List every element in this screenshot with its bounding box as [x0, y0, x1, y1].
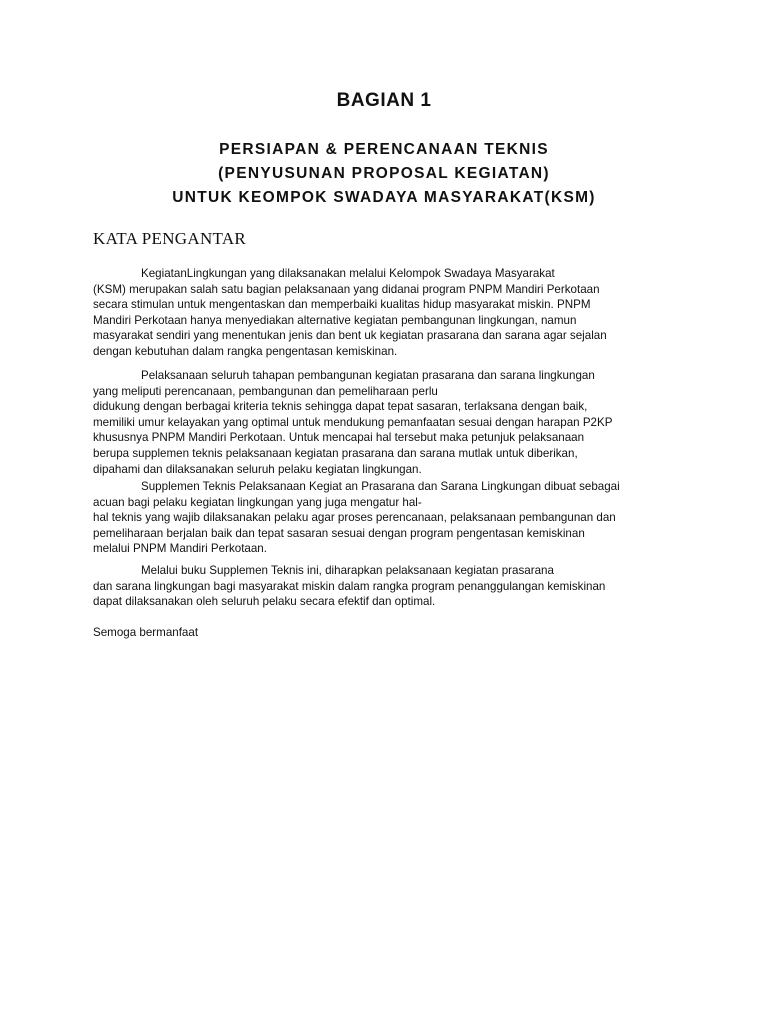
paragraph-line: acuan bagi pelaku kegiatan lingkungan yang juga mengatur hal- — [93, 495, 422, 509]
paragraph-line: Melalui buku Supplemen Teknis ini, diharapkan pelaksanaan kegiatan prasarana — [141, 564, 554, 577]
paragraph-line: KegiatanLingkungan yang dilaksanakan melalui Kelompok Swadaya Masyarakat — [141, 267, 555, 280]
paragraph-2 — [93, 368, 683, 477]
paragraph-line: hal teknis yang wajib dilaksanakan pelaku agar proses perencanaan, pelaksanaan pembangunan dan — [93, 511, 616, 525]
paragraph-line: melalui PNPM Mandiri Perkotaan. — [93, 542, 267, 556]
paragraph-line: Supplemen Teknis Pelaksanaan Kegiat an Prasarana dan Sarana Lingkungan dibuat sebagai — [141, 480, 620, 493]
paragraph-line: dipahami dan dilaksanakan seluruh pelaku kegiatan lingkungan. — [93, 462, 422, 476]
paragraph-line: dan sarana lingkungan bagi masyarakat miskin dalam rangka program penanggulangan kemiskinan — [93, 579, 606, 593]
paragraph-line: didukung dengan berbagai kriteria teknis sehingga dapat tepat sasaran, terlaksana dengan baik, — [93, 400, 588, 414]
paragraph-1 — [93, 266, 683, 360]
paragraph-line: (KSM) merupakan salah satu bagian pelaksanaan yang didanai program PNPM Mandiri Perkotaan — [93, 282, 600, 296]
paragraph-4 — [93, 563, 683, 610]
subtitle-line: PERSIAPAN & PERENCANAAN TEKNIS — [219, 141, 549, 158]
paragraph-line: pemeliharaan berjalan baik dan tepat sasaran sesuai dengan program pengentasan kemiskinan — [93, 526, 585, 540]
paragraph-line: dapat dilaksanakan oleh seluruh pelaku secara efektif dan optimal. — [93, 595, 436, 609]
paragraph-line: yang meliputi perencanaan, pembangunan dan pemeliharaan perlu — [93, 384, 438, 398]
closing-line: Semoga bermanfaat — [93, 626, 199, 639]
paragraph-line: berupa supplemen teknis pelaksanaan kegiatan prasarana dan sarana mutlak untuk diberikan, — [93, 446, 578, 460]
subtitle-line: (PENYUSUNAN PROPOSAL KEGIATAN) — [218, 165, 550, 182]
paragraph-line: secara stimulan untuk mengentaskan dan memperbaiki kualitas hidup masyarakat miskin. PNPM — [93, 298, 591, 312]
document-title: BAGIAN 1 — [336, 90, 432, 111]
paragraph-3 — [93, 479, 683, 557]
subtitle-line: UNTUK KEOMPOK SWADAYA MASYARAKAT(KSM) — [172, 189, 596, 206]
section-heading: KATA PENGANTAR — [93, 229, 247, 248]
paragraph-line: Pelaksanaan seluruh tahapan pembangunan kegiatan prasarana dan sarana lingkungan — [141, 369, 595, 382]
paragraph-line: Mandiri Perkotaan hanya menyediakan alternative kegiatan pembangunan lingkungan, namun — [93, 313, 577, 327]
document-subtitle — [0, 138, 768, 210]
paragraph-line: masyarakat sendiri yang menentukan jenis dan bent uk kegiatan prasarana dan sarana agar sejalan — [93, 329, 607, 343]
paragraph-line: khususnya PNPM Mandiri Perkotaan. Untuk mencapai hal tersebut maka petunjuk pelaksanaan — [93, 431, 585, 445]
paragraph-line: dengan kebutuhan dalam rangka pengentasan kemiskinan. — [93, 344, 398, 358]
paragraph-line: memiliki umur kelayakan yang optimal untuk mendukung pemanfaatan sesuai dengan harapan P2KP — [93, 415, 613, 429]
